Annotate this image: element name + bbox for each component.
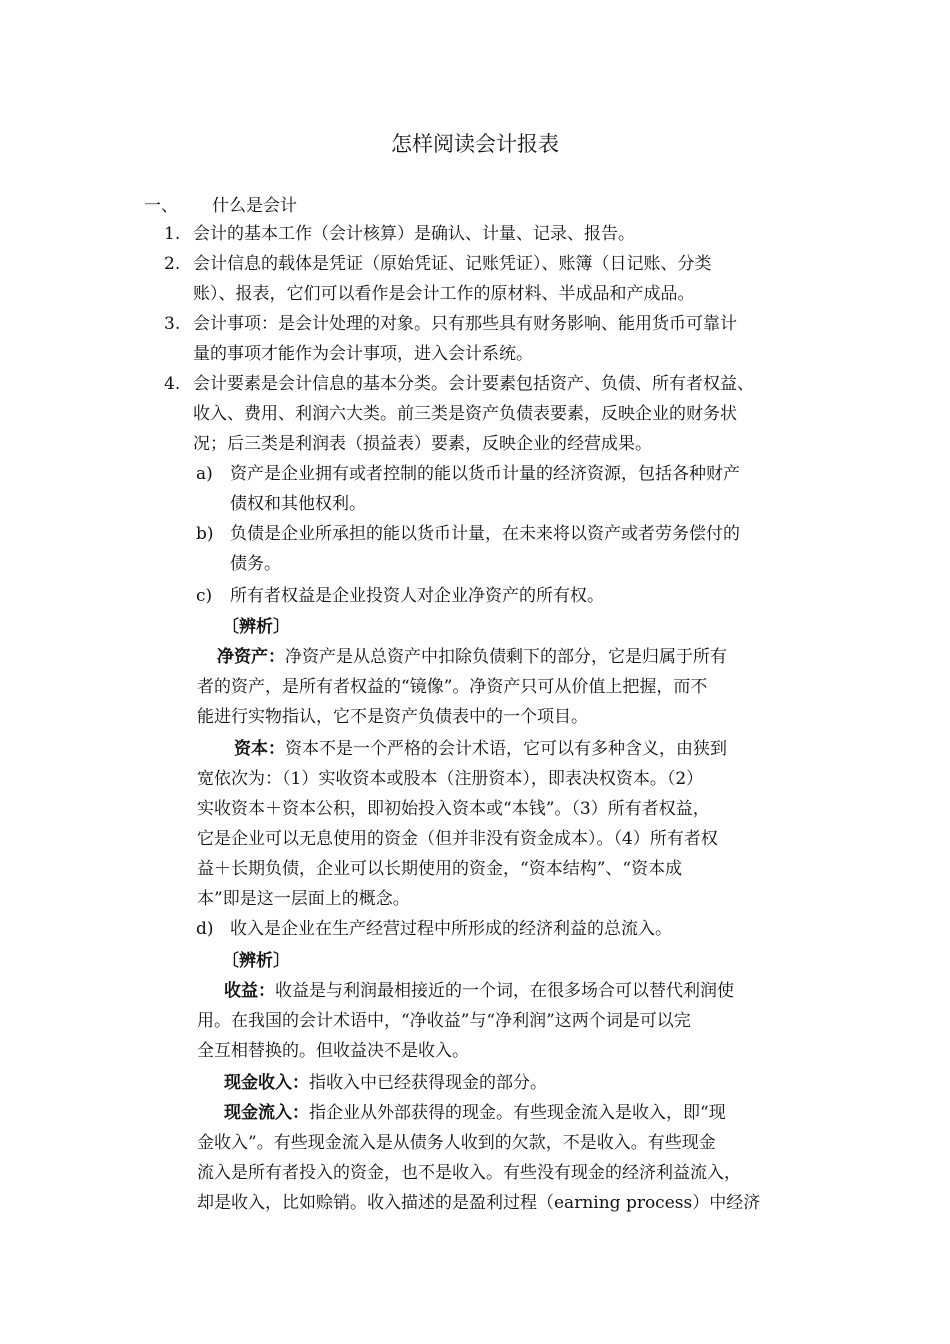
item-2-line-1: 会计信息的载体是凭证（原始凭证、记账凭证）、账簿（日记账、分类 (193, 254, 712, 274)
subitem-b-line-1: 负债是企业所承担的能以货币计量，在未来将以资产或者劳务偿付的 (230, 524, 740, 544)
capital-label: 资本： (234, 739, 285, 759)
subitem-c-line-1: 所有者权益是企业投资人对企业净资产的所有权。 (230, 586, 604, 606)
subitem-a-marker: a) (196, 464, 213, 484)
capital-line-5: 益＋长期负债，企业可以长期使用的资金，“资本结构”、“资本成 (197, 859, 683, 879)
section-number: 一、 (144, 196, 178, 216)
net-assets-line-3: 能进行实物指认，它不是资产负债表中的一个项目。 (197, 707, 588, 727)
income-text-1: 收益是与利润最相接近的一个词，在很多场合可以替代利润使 (275, 981, 734, 1001)
subitem-c-marker: c) (196, 586, 213, 606)
capital-line-6: 本”即是这一层面上的概念。 (197, 889, 410, 909)
cash-income-label: 现金收入： (224, 1073, 309, 1093)
net-assets-label: 净资产： (217, 647, 285, 667)
analysis-label: 〔辨析〕 (222, 617, 290, 637)
capital-line-3: 实收资本＋资本公积，即初始投入资本或“本钱”。（3）所有者权益， (197, 799, 710, 819)
income-line-2: 用。在我国的会计术语中，“净收益”与“净利润”这两个词是可以完 (197, 1011, 691, 1031)
income-line-3: 全互相替换的。但收益决不是收入。 (197, 1041, 469, 1061)
subitem-b-line-2: 债务。 (230, 554, 281, 574)
subitem-a-line-2: 债权和其他权利。 (230, 494, 366, 514)
item-1-line-1: 会计的基本工作（会计核算）是确认、计量、记录、报告。 (193, 224, 635, 244)
capital-line-4: 它是企业可以无息使用的资金（但并非没有资金成本）。（4）所有者权 (197, 829, 718, 849)
cash-income-line (224, 1068, 547, 1098)
capital-text-1: 资本不是一个严格的会计术语，它可以有多种含义，由狭到 (285, 739, 727, 759)
cash-inflow-line-1 (224, 1098, 726, 1128)
cash-inflow-line-4: 却是收入，比如赊销。收入描述的是盈利过程（earning process）中经济 (197, 1193, 761, 1213)
item-3-line-1: 会计事项：是会计处理的对象。只有那些具有财务影响、能用货币可靠计 (193, 314, 737, 334)
cash-income-text: 指收入中已经获得现金的部分。 (309, 1073, 547, 1093)
net-assets-text-1: 净资产是从总资产中扣除负债剩下的部分，它是归属于所有 (285, 647, 727, 667)
subitem-d-text: 收入是企业在生产经营过程中所形成的经济利益的总流入。 (230, 919, 672, 939)
net-assets-line-1 (217, 642, 727, 672)
cash-inflow-text-1: 指企业从外部获得的现金。有些现金流入是收入，即“现 (309, 1103, 726, 1123)
item-4-line-2: 收入、费用、利润六大类。前三类是资产负债表要素，反映企业的财务状 (193, 404, 737, 424)
cash-inflow-label: 现金流入： (224, 1103, 309, 1123)
income-label: 收益： (224, 981, 275, 1001)
analysis-label-2: 〔辨析〕 (222, 951, 290, 971)
income-line-1 (224, 976, 734, 1006)
item-3-line-2: 量的事项才能作为会计事项，进入会计系统。 (193, 344, 533, 364)
subitem-a-line-1: 资产是企业拥有或者控制的能以货币计量的经济资源，包括各种财产 (230, 464, 740, 484)
net-assets-line-2: 者的资产，是所有者权益的“镜像”。净资产只可从价值上把握，而不 (197, 677, 708, 697)
capital-line-1 (234, 734, 727, 764)
item-4-marker: 4. (164, 374, 181, 394)
cash-inflow-line-2: 金收入”。有些现金流入是从债务人收到的欠款，不是收入。有些现金 (197, 1133, 716, 1153)
item-3-marker: 3. (164, 314, 181, 334)
subitem-b-marker: b) (196, 524, 214, 544)
cash-inflow-line-3: 流入是所有者投入的资金，也不是收入。有些没有现金的经济利益流入， (197, 1163, 741, 1183)
section-heading: 什么是会计 (212, 196, 297, 216)
capital-line-2: 宽依次为：（1）实收资本或股本（注册资本），即表决权资本。（2） (197, 769, 704, 789)
document-title: 怎样阅读会计报表 (391, 132, 559, 156)
subitem-d-marker: d) (196, 919, 214, 939)
item-2-line-2: 账）、报表，它们可以看作是会计工作的原材料、半成品和产成品。 (193, 284, 695, 304)
item-2-marker: 2. (164, 254, 181, 274)
item-4-line-3: 况；后三类是利润表（损益表）要素，反映企业的经营成果。 (193, 434, 652, 454)
item-1-marker: 1. (164, 224, 181, 244)
item-4-line-1: 会计要素是会计信息的基本分类。会计要素包括资产、负债、所有者权益、 (193, 374, 754, 394)
